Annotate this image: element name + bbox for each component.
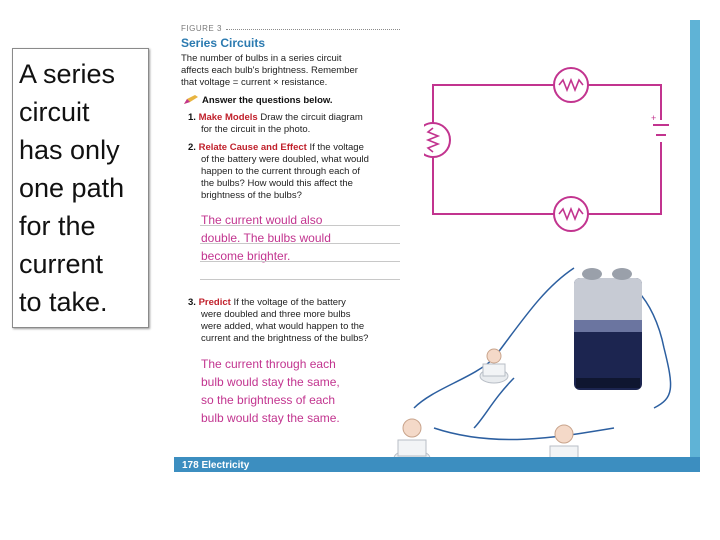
answer-rule xyxy=(200,225,400,226)
caption-line: to take. xyxy=(19,287,108,317)
circuit-photo xyxy=(374,238,684,458)
intro-line: affects each bulb's brightness. Remember xyxy=(181,65,358,76)
bulb-photo xyxy=(480,349,508,383)
footer-text: 178 Electricity xyxy=(182,460,250,471)
question-text: If the voltage xyxy=(309,142,364,153)
question-text: the bulbs? How would this affect the xyxy=(201,178,353,189)
caption-line: A series xyxy=(19,59,116,89)
question-text: for the circuit in the photo. xyxy=(201,124,311,135)
question-head: Predict xyxy=(198,297,231,308)
answer-line: bulb would stay the same. xyxy=(201,411,340,425)
caption-line: has only xyxy=(19,135,120,165)
question-1 xyxy=(188,112,363,124)
answer-line: The current would also xyxy=(201,213,323,227)
answer-line: bulb would stay the same, xyxy=(201,375,340,389)
figure-divider xyxy=(226,29,400,30)
question-text: of the battery were doubled, what would xyxy=(201,154,369,165)
bulb-photo xyxy=(394,419,430,458)
question-text: current and the brightness of the bulbs? xyxy=(201,333,369,344)
question-text: brightness of the bulbs? xyxy=(201,190,302,201)
question-head: Make Models xyxy=(198,112,258,123)
answer-line: double. The bulbs would xyxy=(201,231,331,245)
question-text: Draw the circuit diagram xyxy=(260,112,363,123)
intro-line: The number of bulbs in a series circuit xyxy=(181,53,342,64)
section-title: Series Circuits xyxy=(181,36,266,50)
question-number: 2. xyxy=(188,142,196,153)
question-text: happen to the current through each of xyxy=(201,166,360,177)
page-footer xyxy=(174,457,700,472)
question-3 xyxy=(188,297,346,309)
intro-line: that voltage = current × resistance. xyxy=(181,77,328,88)
instruction: Answer the questions below. xyxy=(202,95,333,106)
battery-photo xyxy=(574,268,642,390)
figure-label: FIGURE 3 xyxy=(181,24,222,33)
question-number: 1. xyxy=(188,112,196,123)
pencil-icon xyxy=(184,95,198,104)
answer-rule xyxy=(200,261,400,262)
caption-line: one path xyxy=(19,173,125,203)
answer-line: so the brightness of each xyxy=(201,393,336,407)
question-text: were added, what would happen to the xyxy=(201,321,365,332)
page-edge-band xyxy=(690,20,700,457)
textbook-page xyxy=(174,20,700,472)
answer-line: become brighter. xyxy=(201,249,291,263)
wire xyxy=(414,268,574,408)
caption-line: circuit xyxy=(19,97,90,127)
question-text: If the voltage of the battery xyxy=(233,297,346,308)
answer-line: The current through each xyxy=(201,357,336,371)
question-2 xyxy=(188,142,364,154)
battery-plus: + xyxy=(651,113,657,123)
circuit-wire xyxy=(433,85,661,214)
answer-rule xyxy=(200,243,400,244)
question-head: Relate Cause and Effect xyxy=(198,142,307,153)
caption-line: for the xyxy=(19,211,96,241)
caption-line: current xyxy=(19,249,104,279)
question-number: 3. xyxy=(188,297,196,308)
caption-box xyxy=(12,48,149,328)
bulb-photo xyxy=(546,425,582,458)
circuit-diagram xyxy=(424,58,686,238)
answer-rule xyxy=(200,279,400,280)
question-text: were doubled and three more bulbs xyxy=(201,309,351,320)
